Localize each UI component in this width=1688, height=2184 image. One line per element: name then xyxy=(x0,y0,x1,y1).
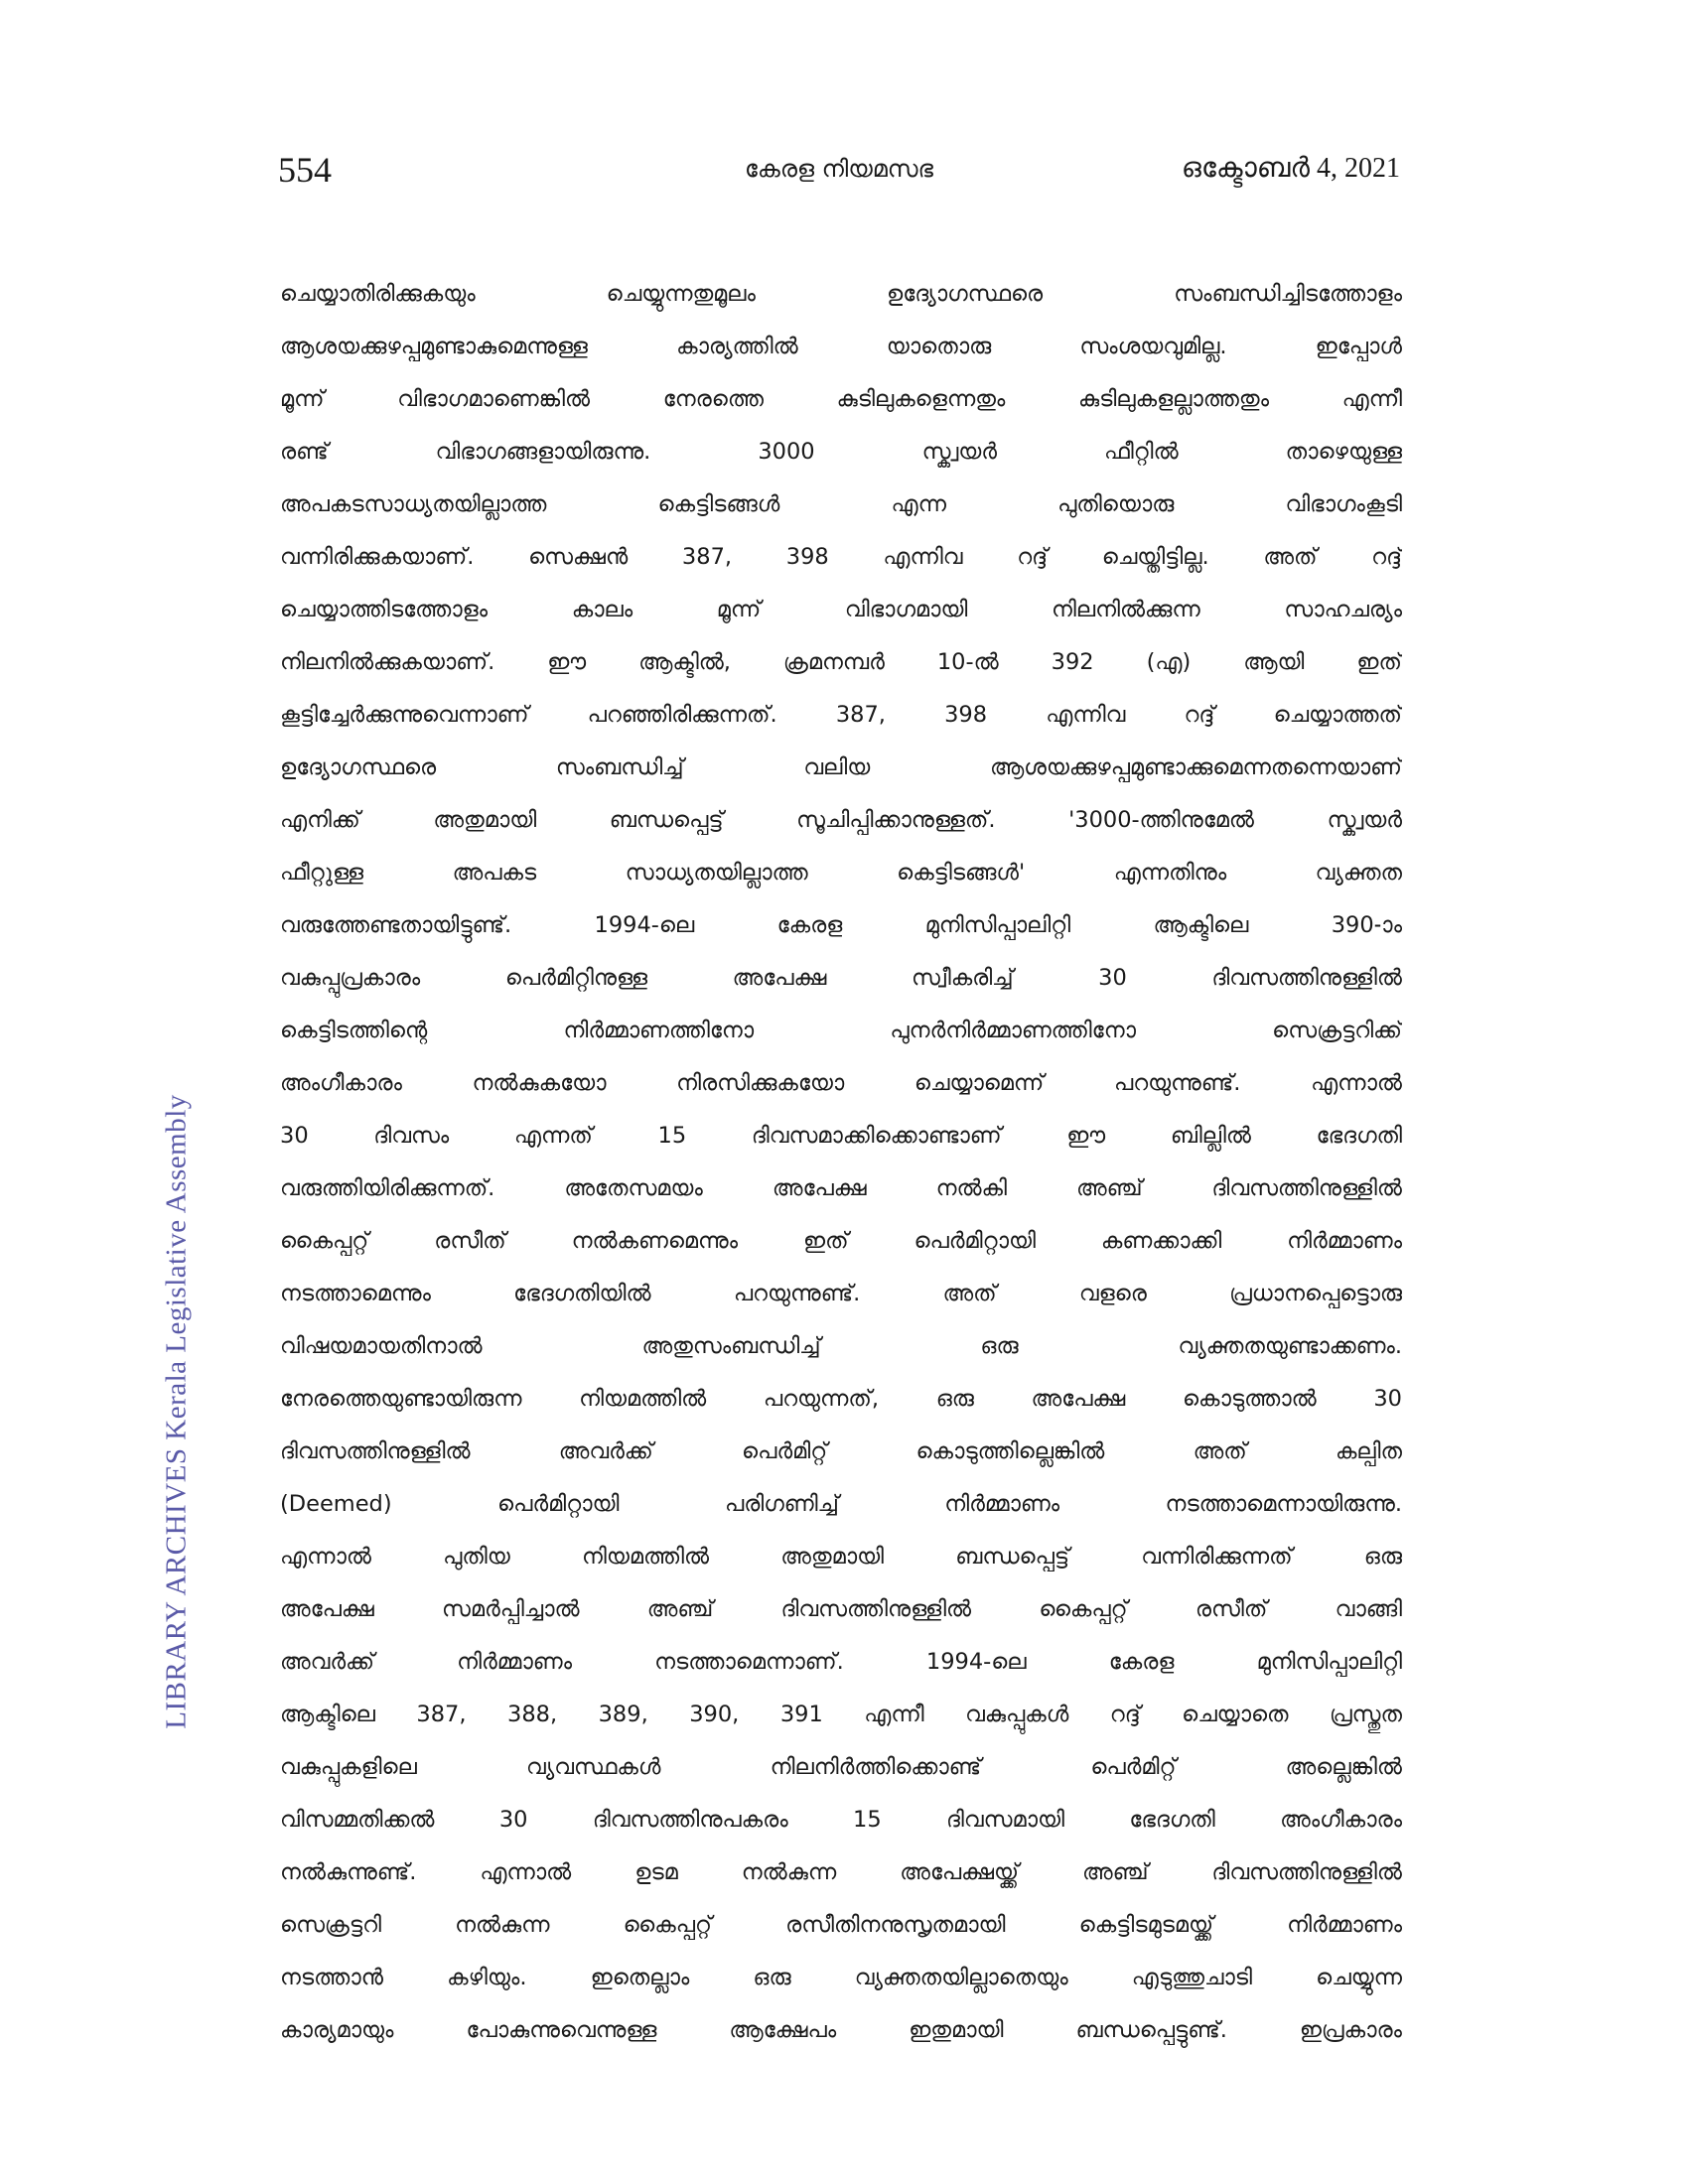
body-line: ദിവസത്തിനുള്ളിൽ അവർക്ക് പെർമിറ്റ് കൊടുത്തില്ലെങ്കിൽ അത് കല്പിത xyxy=(280,1438,1402,1464)
archive-watermark xyxy=(160,1094,193,1729)
body-line: നേരത്തെയുണ്ടായിരുന്ന നിയമത്തിൽ പറയുന്നത്, ഒരു അപേക്ഷ കൊടുത്താൽ 30 xyxy=(280,1386,1402,1412)
body-line: നിലനിൽക്കുകയാണ്. ഈ ആക്ടിൽ, ക്രമനമ്പർ 10-ൽ 392 (എ) ആയി ഇത് xyxy=(280,649,1402,675)
body-line: വരുത്തേണ്ടതായിട്ടുണ്ട്. 1994-ലെ കേരള മുനിസിപ്പാലിറ്റി ആക്ടിലെ 390-ാം xyxy=(280,912,1402,938)
body-line: 30 ദിവസം എന്നത് 15 ദിവസമാക്കിക്കൊണ്ടാണ് ഈ ബില്ലിൽ ഭേദഗതി xyxy=(280,1123,1402,1149)
body-line: നൽകുന്നുണ്ട്. എന്നാൽ ഉടമ നൽകുന്ന അപേക്ഷയ്ക്ക് അഞ്ച് ദിവസത്തിനുള്ളിൽ xyxy=(280,1859,1402,1885)
body-line: ആക്ടിലെ 387, 388, 389, 390, 391 എന്നീ വകുപ്പുകൾ റദ്ദ് ചെയ്യാതെ പ്രസ്തുത xyxy=(280,1702,1402,1727)
body-line: വിസമ്മതിക്കൽ 30 ദിവസത്തിനുപകരം 15 ദിവസമായി ഭേദഗതി അംഗീകാരം xyxy=(280,1807,1402,1833)
page-header xyxy=(278,149,1400,199)
body-line: നടത്താൻ കഴിയും. ഇതെല്ലാം ഒരു വ്യക്തതയില്ലാതെയും എടുത്തുചാടി ചെയ്യുന്ന xyxy=(280,1965,1402,1990)
body-line: നടത്താമെന്നും ഭേദഗതിയിൽ പറയുന്നുണ്ട്. അത് വളരെ പ്രധാനപ്പെട്ടൊരു xyxy=(280,1281,1402,1306)
body-line: ഫീറ്റുള്ള അപകട സാധ്യതയില്ലാത്ത കെട്ടിടങ്ങൾ' എന്നതിനും വ്യക്തത xyxy=(280,860,1402,886)
page-number: 554 xyxy=(278,150,332,190)
body-line: മൂന്ന് വിഭാഗമാണെങ്കിൽ നേരത്തെ കുടിലുകളെന്നതും കുടിലുകളല്ലാത്തതും എന്നീ xyxy=(280,386,1402,412)
body-line: കൂട്ടിച്ചേർക്കുന്നുവെന്നാണ് പറഞ്ഞിരിക്കുന്നത്. 387, 398 എന്നിവ റദ്ദ് ചെയ്യാത്തത് xyxy=(280,702,1402,728)
header-date: ഒക്ടോബർ 4, 2021 xyxy=(1181,153,1400,184)
body-line: ചെയ്യാത്തിടത്തോളം കാലം മൂന്ന് വിഭാഗമായി നിലനിൽക്കുന്ന സാഹചര്യം xyxy=(280,597,1402,622)
body-line: ഉദ്യോഗസ്ഥരെ സംബന്ധിച്ച് വലിയ ആശയക്കുഴപ്പമുണ്ടാക്കുമെന്നതന്നെയാണ് xyxy=(280,754,1402,780)
body-line: ആശയക്കുഴപ്പമുണ്ടാകുമെന്നുള്ള കാര്യത്തിൽ യാതൊരു സംശയവുമില്ല. ഇപ്പോൾ xyxy=(280,334,1402,359)
body-line: (Deemed) പെർമിറ്റായി പരിഗണിച്ച് നിർമ്മാണം നടത്താമെന്നായിരുന്നു. xyxy=(280,1491,1402,1517)
body-line: കാര്യമായും പോകുന്നുവെന്നുള്ള ആക്ഷേപം ഇതുമായി ബന്ധപ്പെട്ടുണ്ട്. ഇപ്രകാരം xyxy=(280,2017,1402,2043)
body-line: അപകടസാധ്യതയില്ലാത്ത കെട്ടിടങ്ങൾ എന്ന പുതിയൊരു വിഭാഗംകൂടി xyxy=(280,491,1402,517)
body-line: സെക്രട്ടറി നൽകുന്ന കൈപ്പറ്റ് രസീതിനനുസൃതമായി കെട്ടിടമുടമയ്ക്ക് നിർമ്മാണം xyxy=(280,1912,1402,1938)
body-line: വിഷയമായതിനാൽ അതുസംബന്ധിച്ച് ഒരു വ്യക്തതയുണ്ടാക്കണം. xyxy=(280,1333,1402,1359)
running-title: കേരള നിയമസഭ xyxy=(744,155,934,183)
body-line: വരുത്തിയിരിക്കുന്നത്. അതേസമയം അപേക്ഷ നൽകി അഞ്ച് ദിവസത്തിനുള്ളിൽ xyxy=(280,1175,1402,1201)
body-line: കൈപ്പറ്റ് രസീത് നൽകണമെന്നും ഇത് പെർമിറ്റായി കണക്കാക്കി നിർമ്മാണം xyxy=(280,1228,1402,1254)
body-line: എനിക്ക് അതുമായി ബന്ധപ്പെട്ട് സൂചിപ്പിക്കാനുള്ളത്. '3000-ത്തിനുമേൽ സ്ക്വയർ xyxy=(280,807,1402,833)
body-line: എന്നാൽ പുതിയ നിയമത്തിൽ അതുമായി ബന്ധപ്പെട്ട് വന്നിരിക്കുന്നത് ഒരു xyxy=(280,1544,1402,1570)
body-text xyxy=(280,268,1402,2057)
body-line: അംഗീകാരം നൽകുകയോ നിരസിക്കുകയോ ചെയ്യാമെന്ന് പറയുന്നുണ്ട്. എന്നാൽ xyxy=(280,1070,1402,1096)
body-line: കെട്ടിടത്തിന്റെ നിർമ്മാണത്തിനോ പുനർനിർമ്മാണത്തിനോ സെക്രട്ടറിക്ക് xyxy=(280,1018,1402,1043)
archive-watermark-text: LIBRARY ARCHIVES Kerala Legislative Assembly xyxy=(160,1094,193,1729)
body-line: വകുപ്പുകളിലെ വ്യവസ്ഥകൾ നിലനിർത്തിക്കൊണ്ട് പെർമിറ്റ് അല്ലെങ്കിൽ xyxy=(280,1754,1402,1780)
body-line: രണ്ട് വിഭാഗങ്ങളായിരുന്നു. 3000 സ്ക്വയർ ഫീറ്റിൽ താഴെയുള്ള xyxy=(280,439,1402,465)
body-line: വന്നിരിക്കുകയാണ്. സെക്ഷൻ 387, 398 എന്നിവ റദ്ദ് ചെയ്തിട്ടില്ല. അത് റദ്ദ് xyxy=(280,544,1402,570)
body-line: അപേക്ഷ സമർപ്പിച്ചാൽ അഞ്ച് ദിവസത്തിനുള്ളിൽ കൈപ്പറ്റ് രസീത് വാങ്ങി xyxy=(280,1596,1402,1622)
body-line: അവർക്ക് നിർമ്മാണം നടത്താമെന്നാണ്. 1994-ലെ കേരള മുനിസിപ്പാലിറ്റി xyxy=(280,1649,1402,1675)
body-line: വകുപ്പുപ്രകാരം പെർമിറ്റിനുള്ള അപേക്ഷ സ്വീകരിച്ച് 30 ദിവസത്തിനുള്ളിൽ xyxy=(280,965,1402,991)
body-line: ചെയ്യാതിരിക്കുകയും ചെയ്യുന്നതുമൂലം ഉദ്യോഗസ്ഥരെ സംബന്ധിച്ചിടത്തോളം xyxy=(280,281,1402,307)
